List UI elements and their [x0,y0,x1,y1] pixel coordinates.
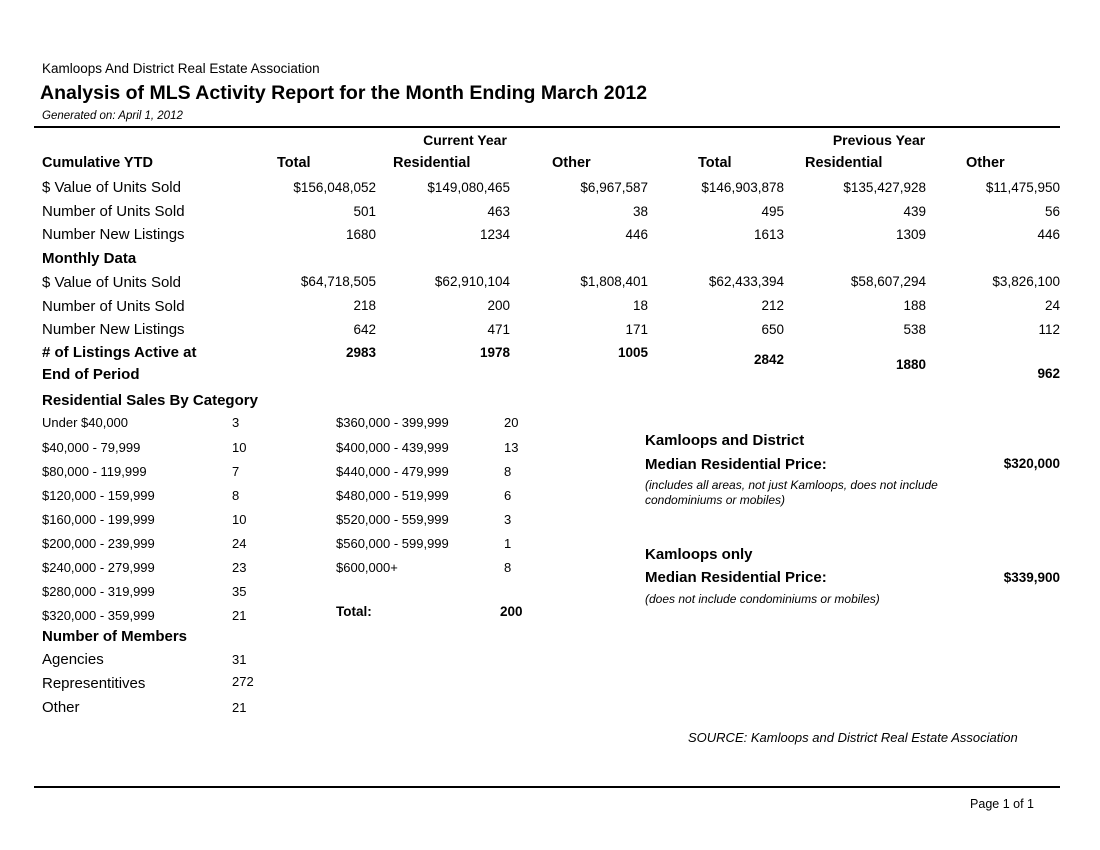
cell-ytd-units-py-residential: 439 [903,204,926,219]
cell-m-value-cy-residential: $62,910,104 [434,274,510,289]
cell-m-value-py-other: $3,826,100 [992,274,1060,289]
row-label-value-units-sold-ytd: $ Value of Units Sold [42,179,181,196]
category-count: 10 [232,512,247,527]
column-header-py-total: Total [698,155,732,171]
category-count: 3 [232,415,240,430]
section-header-residential-sales: Residential Sales By Category [42,392,258,409]
cell-m-units-py-total: 212 [761,298,784,313]
category-count: 35 [232,584,247,599]
cell-ytd-value-cy-residential: $149,080,465 [427,180,510,195]
cell-ytd-value-py-residential: $135,427,928 [843,180,926,195]
category-count: 10 [232,440,247,455]
category-count: 13 [504,440,519,455]
median-city-note: (does not include condominiums or mobiles) [645,592,880,606]
median-city-value: $339,900 [1003,570,1060,585]
median-district-title: Kamloops and District [645,432,805,449]
cell-active-py-other: 962 [1037,366,1060,381]
cell-ytd-value-py-total: $146,903,878 [701,180,784,195]
cell-m-value-py-residential: $58,607,294 [850,274,926,289]
row-label-units-sold-ytd: Number of Units Sold [42,203,185,220]
category-total-label: Total: [336,604,372,619]
row-label-active-listings-line1: # of Listings Active at [42,344,197,361]
category-range: $240,000 - 279,999 [42,560,155,575]
column-header-cy-other: Other [552,155,591,171]
cell-m-value-cy-other: $1,808,401 [580,274,648,289]
median-city-title: Kamloops only [645,546,753,563]
category-count: 23 [232,560,247,575]
cell-ytd-listings-py-other: 446 [1037,227,1060,242]
group-header-previous-year: Previous Year [832,132,926,148]
source-note: SOURCE: Kamloops and District Real Estate Association [688,730,1018,745]
association-name: Kamloops And District Real Estate Association [42,61,320,76]
cell-active-cy-total: 2983 [345,345,376,360]
cell-ytd-value-cy-total: $156,048,052 [293,180,376,195]
cell-active-cy-residential: 1978 [479,345,510,360]
page-number: Page 1 of 1 [970,797,1034,811]
category-range: $600,000+ [336,560,398,575]
category-range: $320,000 - 359,999 [42,608,155,623]
cell-m-units-py-residential: 188 [903,298,926,313]
cell-ytd-units-cy-total: 501 [353,204,376,219]
column-header-cy-total: Total [277,155,311,171]
cell-ytd-listings-py-residential: 1309 [895,227,926,242]
member-label: Representitives [42,675,146,692]
column-header-py-residential: Residential [805,155,883,171]
category-range: $80,000 - 119,999 [42,464,147,479]
cell-ytd-units-py-other: 56 [1044,204,1060,219]
category-range: $360,000 - 399,999 [336,415,449,430]
category-count: 3 [504,512,512,527]
cell-ytd-units-cy-other: 38 [632,204,648,219]
category-count: 21 [232,608,247,623]
category-range: $400,000 - 439,999 [336,440,449,455]
category-total-count: 200 [500,604,523,619]
member-label: Other [42,699,80,716]
category-count: 8 [504,560,512,575]
cell-ytd-listings-py-total: 1613 [753,227,784,242]
cell-active-py-total: 2842 [753,352,784,367]
cell-ytd-value-py-other: $11,475,950 [985,180,1060,195]
cell-m-listings-py-residential: 538 [903,322,926,337]
median-district-note: (includes all areas, not just Kamloops, does not include condominiums or mobiles) [645,478,938,507]
member-count: 272 [232,674,254,689]
cell-m-listings-cy-other: 171 [625,322,648,337]
median-district-subtitle: Median Residential Price: [645,456,827,473]
median-district-value: $320,000 [1003,456,1060,471]
median-city-subtitle: Median Residential Price: [645,569,827,586]
category-range: $440,000 - 479,999 [336,464,449,479]
section-header-monthly-data: Monthly Data [42,250,137,267]
cell-m-units-cy-total: 218 [353,298,376,313]
category-count: 6 [504,488,512,503]
group-header-current-year: Current Year [423,132,507,148]
member-count: 31 [232,652,247,667]
cell-ytd-listings-cy-total: 1680 [345,227,376,242]
category-count: 1 [504,536,512,551]
column-header-cy-residential: Residential [393,155,471,171]
category-range: $480,000 - 519,999 [336,488,449,503]
cell-m-units-cy-residential: 200 [487,298,510,313]
row-label-new-listings-ytd: Number New Listings [42,226,185,243]
cell-m-units-py-other: 24 [1044,298,1060,313]
member-count: 21 [232,700,247,715]
cell-m-listings-py-total: 650 [761,322,784,337]
category-range: $560,000 - 599,999 [336,536,449,551]
category-range: Under $40,000 [42,415,129,430]
category-count: 20 [504,415,519,430]
row-label-active-listings-line2: End of Period [42,366,140,383]
section-header-members: Number of Members [42,628,188,645]
row-label-new-listings-monthly: Number New Listings [42,321,185,338]
category-range: $520,000 - 559,999 [336,512,449,527]
column-header-py-other: Other [966,155,1005,171]
cell-m-listings-py-other: 112 [1038,322,1060,337]
category-range: $160,000 - 199,999 [42,512,155,527]
cell-m-value-py-total: $62,433,394 [708,274,784,289]
cell-active-cy-other: 1005 [617,345,648,360]
category-range: $280,000 - 319,999 [42,584,155,599]
generated-on: Generated on: April 1, 2012 [42,110,183,122]
cell-ytd-value-cy-other: $6,967,587 [580,180,648,195]
page-title: Analysis of MLS Activity Report for the Month Ending March 2012 [40,82,648,104]
category-count: 8 [232,488,240,503]
cell-m-listings-cy-total: 642 [353,322,376,337]
cell-ytd-units-py-total: 495 [761,204,784,219]
row-label-units-sold-monthly: Number of Units Sold [42,298,185,315]
cell-ytd-listings-cy-residential: 1234 [479,227,510,242]
cell-ytd-listings-cy-other: 446 [625,227,648,242]
header-divider [34,126,1060,128]
category-range: $40,000 - 79,999 [42,440,141,455]
category-count: 8 [504,464,512,479]
row-label-value-units-sold-monthly: $ Value of Units Sold [42,274,181,291]
category-range: $200,000 - 239,999 [42,536,155,551]
category-count: 7 [232,464,240,479]
category-count: 24 [232,536,247,551]
column-header-cumulative-ytd: Cumulative YTD [42,155,153,171]
category-range: $120,000 - 159,999 [42,488,155,503]
cell-ytd-units-cy-residential: 463 [487,204,510,219]
member-label: Agencies [42,651,104,668]
cell-m-value-cy-total: $64,718,505 [300,274,376,289]
footer-divider [34,786,1060,788]
cell-m-listings-cy-residential: 471 [487,322,510,337]
cell-active-py-residential: 1880 [895,357,926,372]
cell-m-units-cy-other: 18 [632,298,648,313]
